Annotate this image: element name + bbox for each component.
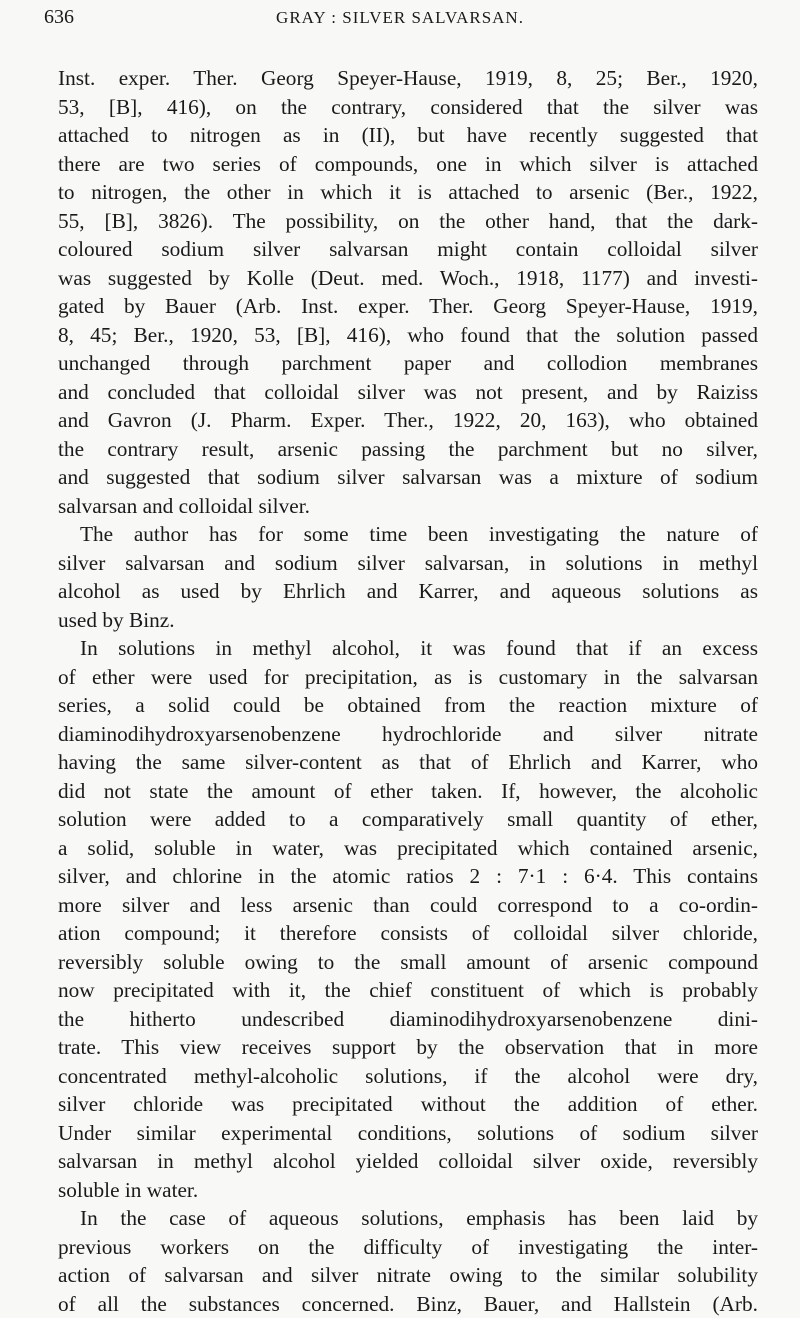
- text-line: of all the substances concerned. Binz, Bauer, and Hallstein (Arb.: [58, 1291, 758, 1316]
- text-line: used by Binz.: [58, 607, 175, 632]
- text-line: In the case of aqueous solutions, emphasis has been laid by: [80, 1206, 758, 1230]
- text-line: silver chloride was precipitated without the addition of ether.: [58, 1092, 758, 1116]
- text-line: a solid, soluble in water, was precipitated which contained arsenic,: [58, 835, 758, 860]
- text-line: In solutions in methyl alcohol, it was found that if an excess: [80, 636, 758, 660]
- text-line: silver, and chlorine in the atomic ratios 2 : 7·1 : 6·4. This contains: [58, 864, 758, 888]
- text-line: Under similar experimental conditions, solutions of sodium silver: [58, 1120, 758, 1145]
- text-line: 55, [B], 3826). The possibility, on the other hand, that the dark-: [58, 208, 758, 233]
- text-line: and suggested that sodium silver salvarsan was a mixture of sodium: [58, 465, 758, 489]
- text-line: there are two series of compounds, one in which silver is attached: [58, 151, 758, 176]
- body-text: [58, 64, 758, 1318]
- text-line: salvarsan and colloidal silver.: [58, 493, 310, 518]
- text-line: 53, [B], 416), on the contrary, considered that the silver was: [58, 94, 758, 119]
- text-line: reversibly soluble owing to the small amount of arsenic compound: [58, 949, 758, 974]
- text-line: previous workers on the difficulty of investigating the inter-: [58, 1234, 758, 1259]
- text-line: diaminodihydroxyarsenobenzene hydrochloride and silver nitrate: [58, 721, 758, 746]
- text-line: gated by Bauer (Arb. Inst. exper. Ther. Georg Speyer-Hause, 1919,: [58, 294, 758, 318]
- text-line: coloured sodium silver salvarsan might contain colloidal silver: [58, 237, 758, 261]
- text-line: 8, 45; Ber., 1920, 53, [B], 416), who found that the solution passed: [58, 322, 758, 347]
- text-line: attached to nitrogen as in (II), but have recently suggested that: [58, 123, 758, 147]
- text-line: silver salvarsan and sodium silver salvarsan, in solutions in methyl: [58, 550, 758, 575]
- text-line: having the same silver-content as that of Ehrlich and Karrer, who: [58, 750, 758, 774]
- text-line: now precipitated with it, the chief constituent of which is probably: [58, 978, 758, 1002]
- text-line: did not state the amount of ether taken. If, however, the alcoholic: [58, 778, 758, 803]
- text-line: to nitrogen, the other in which it is attached to arsenic (Ber., 1922,: [58, 180, 758, 204]
- text-line: concentrated methyl-alcoholic solutions, if the alcohol were dry,: [58, 1063, 758, 1088]
- text-line: Inst. exper. Ther. Georg Speyer-Hause, 1919, 8, 25; Ber., 1920,: [58, 66, 758, 90]
- running-title: [0, 8, 800, 28]
- text-line: and concluded that colloidal silver was not present, and by Raiziss: [58, 379, 758, 404]
- text-line: trate. This view receives support by the observation that in more: [58, 1035, 758, 1059]
- text-line: and Gavron (J. Pharm. Exper. Ther., 1922, 20, 163), who obtained: [58, 408, 758, 432]
- text-line: soluble in water.: [58, 1177, 199, 1202]
- text-line: the contrary result, arsenic passing the parchment but no silver,: [58, 436, 758, 461]
- page-number: 636: [44, 6, 74, 28]
- running-title-text: GRAY : SILVER SALVARSAN.: [276, 8, 524, 27]
- text-line: unchanged through parchment paper and collodion membranes: [58, 351, 758, 375]
- text-line: salvarsan in methyl alcohol yielded colloidal silver oxide, reversibly: [58, 1149, 758, 1173]
- text-line: action of salvarsan and silver nitrate owing to the similar solubility: [58, 1263, 758, 1287]
- text-line: The author has for some time been investigating the nature of: [80, 522, 758, 546]
- text-line: was suggested by Kolle (Deut. med. Woch., 1918, 1177) and investi-: [58, 265, 758, 290]
- text-line: alcohol as used by Ehrlich and Karrer, and aqueous solutions as: [58, 579, 758, 603]
- text-line: solution were added to a comparatively small quantity of ether,: [58, 807, 758, 831]
- text-line: series, a solid could be obtained from the reaction mixture of: [58, 693, 758, 717]
- text-line: more silver and less arsenic than could correspond to a co-ordin-: [58, 892, 758, 917]
- text-line: the hitherto undescribed diaminodihydroxyarsenobenzene dini-: [58, 1006, 758, 1031]
- text-line: ation compound; it therefore consists of colloidal silver chloride,: [58, 921, 758, 945]
- text-line: of ether were used for precipitation, as is customary in the salvarsan: [58, 664, 758, 689]
